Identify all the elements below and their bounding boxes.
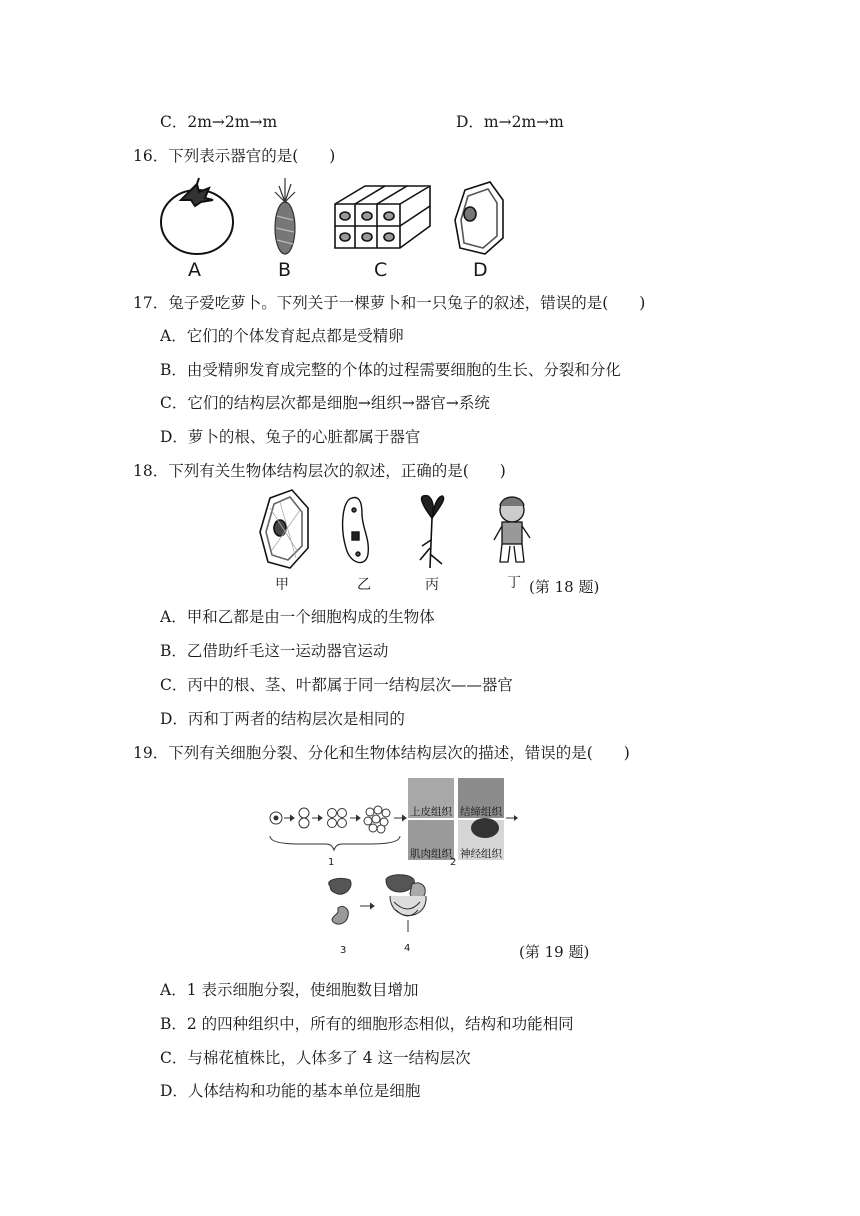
q16-label-c: C <box>374 259 388 281</box>
tomato-image <box>161 178 233 254</box>
q15-option-c: C．2m→2m→m <box>160 113 278 131</box>
q18-option-b: B．乙借助纤毛这一运动器官运动 <box>160 642 389 660</box>
plant-cell-image <box>260 490 308 568</box>
q19-stem: 19．下列有关细胞分裂、分化和生物体结构层次的描述，错误的是( ) <box>133 744 630 762</box>
q17-stem: 17．兔子爱吃萝卜。下列关于一棵萝卜和一只兔子的叙述，错误的是( ) <box>133 294 646 312</box>
q18-label-ding: 丁 <box>507 575 521 591</box>
q19-number-2: 2 <box>450 857 457 868</box>
q16-stem: 16．下列表示器官的是( ) <box>133 147 336 165</box>
plant-image <box>275 178 295 254</box>
q17-option-c: C．它们的结构层次都是细胞→组织→器官→系统 <box>160 394 490 412</box>
q19-option-c: C．与棉花植株比，人体多了 4 这一结构层次 <box>160 1049 471 1067</box>
digestive-system-image <box>386 875 426 932</box>
q16-label-d: D <box>473 259 488 281</box>
q18-caption: (第 18 题) <box>529 578 600 596</box>
boy-image <box>494 497 530 562</box>
q17-option-d: D．萝卜的根、兔子的心脏都属于器官 <box>160 428 421 446</box>
q18-label-yi: 乙 <box>357 577 371 593</box>
plant-cell-image <box>455 182 503 254</box>
q17-option-b: B．由受精卵发育成完整的个体的过程需要细胞的生长、分裂和分化 <box>160 361 621 379</box>
q18-option-c: C．丙中的根、茎、叶都属于同一结构层次——器官 <box>160 676 513 694</box>
q18-option-d: D．丙和丁两者的结构层次是相同的 <box>160 710 405 728</box>
q18-option-a: A．甲和乙都是由一个细胞构成的生物体 <box>160 608 435 626</box>
q19-tissue-connective: 结缔组织 <box>460 806 502 818</box>
q19-option-d: D．人体结构和功能的基本单位是细胞 <box>160 1082 421 1100</box>
q19-option-b: B．2 的四种组织中，所有的细胞形态相似，结构和功能相同 <box>160 1015 574 1033</box>
organs-image <box>329 878 374 924</box>
q19-caption: (第 19 题) <box>519 943 590 961</box>
q19-tissue-nervous: 神经组织 <box>460 848 502 860</box>
q19-number-1: 1 <box>328 857 335 868</box>
q19-number-4: 4 <box>404 943 411 954</box>
q19-option-a: A．1 表示细胞分裂，使细胞数目增加 <box>160 981 419 999</box>
q16-label-b: B <box>278 259 292 281</box>
cell-division-image <box>270 806 406 850</box>
tissue-block-image <box>335 186 430 248</box>
q19-tissue-muscle: 肌肉组织 <box>410 848 452 860</box>
q18-label-jia: 甲 <box>275 577 289 593</box>
q19-number-3: 3 <box>340 945 347 956</box>
paramecium-image <box>343 498 369 563</box>
q18-figure <box>250 488 540 572</box>
q16-figure <box>155 176 515 258</box>
q17-option-a: A．它们的个体发育起点都是受精卵 <box>160 327 404 345</box>
q18-label-bing: 丙 <box>425 577 439 593</box>
q16-label-a: A <box>188 259 201 281</box>
q15-option-d: D．m→2m→m <box>456 113 564 131</box>
seedling-image <box>420 496 444 568</box>
q19-tissue-epithelial: 上皮组织 <box>410 806 452 818</box>
q18-stem: 18．下列有关生物体结构层次的叙述，正确的是( ) <box>133 462 506 480</box>
